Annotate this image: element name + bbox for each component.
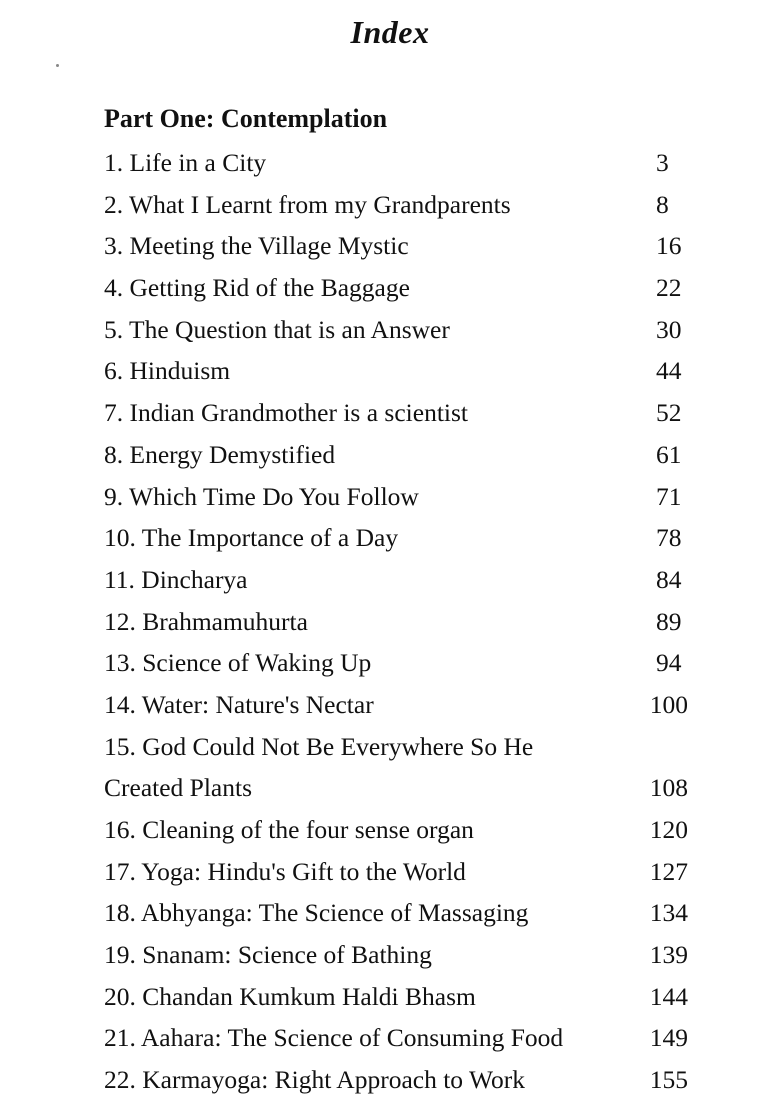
entry-title: 11. Dincharya (104, 564, 248, 594)
index-entry (104, 267, 688, 309)
entry-title: 1. Life in a City (104, 148, 267, 177)
entry-page-number: 155 (649, 1065, 688, 1095)
entry-title: 6. Hinduism (104, 356, 231, 386)
scan-speck (56, 64, 59, 67)
entry-page-number: 22 (656, 273, 682, 303)
index-entry (104, 726, 688, 768)
entry-page-number: 8 (656, 189, 669, 219)
entry-page-number: 84 (656, 564, 682, 594)
index-entry (104, 142, 688, 184)
entry-page-number: 30 (656, 314, 682, 344)
entry-page-number: 89 (656, 606, 682, 636)
entry-page-number: 144 (649, 981, 688, 1011)
index-entry (104, 892, 688, 934)
entry-title: 18. Abhyanga: The Science of Massaging (104, 898, 529, 928)
index-entry (104, 517, 688, 559)
entry-title: 21. Aahara: The Science of Consuming Food (104, 1023, 564, 1053)
index-entry (104, 1059, 688, 1101)
index-entry (104, 851, 688, 893)
index-entry (104, 684, 688, 726)
index-entry (104, 184, 688, 226)
entry-page-number: 52 (656, 398, 682, 428)
entry-page-number: 94 (656, 648, 682, 678)
index-entry (104, 225, 688, 267)
index-entry (104, 1017, 688, 1059)
index-list (104, 142, 688, 1101)
entry-page-number: 100 (649, 689, 688, 719)
entry-title: 22. Karmayoga: Right Approach to Work (104, 1065, 525, 1095)
entry-title: 19. Snanam: Science of Bathing (104, 940, 432, 970)
entry-title: 3. Meeting the Village Mystic (104, 231, 409, 261)
index-entry (104, 434, 688, 476)
entry-title: 13. Science of Waking Up (104, 648, 372, 678)
index-entry (104, 934, 688, 976)
entry-title: 14. Water: Nature's Nectar (104, 689, 374, 719)
index-entry (104, 392, 688, 434)
entry-page-number: 134 (649, 898, 688, 928)
entry-page-number: 16 (656, 231, 682, 261)
entry-page-number: 127 (649, 856, 688, 886)
part-heading: Part One: Contemplation (104, 104, 388, 133)
entry-title: 5. The Question that is an Answer (104, 314, 450, 344)
index-entry (104, 350, 688, 392)
entry-title: Created Plants (104, 773, 253, 803)
entry-page-number: 78 (656, 523, 682, 553)
entry-title: 9. Which Time Do You Follow (104, 481, 419, 511)
entry-page-number: 139 (649, 940, 688, 970)
index-entry (104, 476, 688, 518)
entry-page-number: 3 (656, 148, 669, 177)
index-entry (104, 559, 688, 601)
entry-title: 17. Yoga: Hindu's Gift to the World (104, 856, 466, 886)
entry-title: 15. God Could Not Be Everywhere So He (104, 731, 534, 761)
index-entry (104, 309, 688, 351)
index-entry (104, 601, 688, 643)
entry-title: 8. Energy Demystified (104, 439, 336, 469)
entry-page-number: 71 (656, 481, 682, 511)
entry-title: 4. Getting Rid of the Baggage (104, 273, 410, 303)
entry-title: 10. The Importance of a Day (104, 523, 399, 553)
index-entry (104, 976, 688, 1018)
entry-title: 2. What I Learnt from my Grandparents (104, 189, 511, 219)
entry-page-number: 61 (656, 439, 682, 469)
entry-title: 12. Brahmamuhurta (104, 606, 308, 636)
index-entry (104, 767, 688, 809)
entry-title: 7. Indian Grandmother is a scientist (104, 398, 468, 428)
index-entry (104, 642, 688, 684)
entry-page-number: 108 (649, 773, 688, 803)
entry-page-number: 149 (649, 1023, 688, 1053)
index-entry (104, 809, 688, 851)
page-title: Index (350, 14, 430, 50)
entry-title: 16. Cleaning of the four sense organ (104, 815, 474, 844)
entry-page-number: 120 (649, 815, 688, 844)
entry-page-number: 44 (656, 356, 682, 386)
entry-title: 20. Chandan Kumkum Haldi Bhasm (104, 981, 476, 1011)
